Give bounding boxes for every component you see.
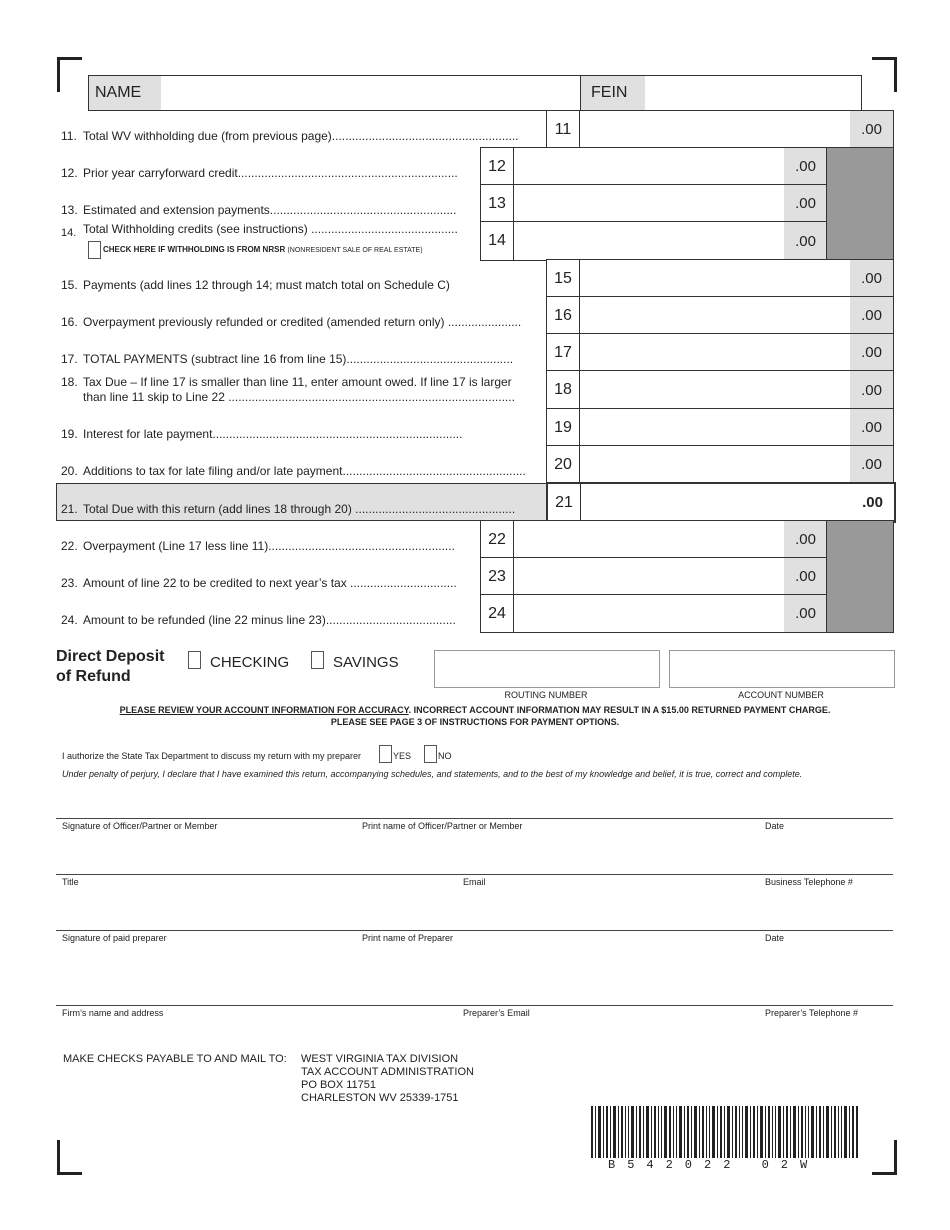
payment-options-notice: PLEASE SEE PAGE 3 OF INSTRUCTIONS FOR PAYMENT OPTIONS. xyxy=(330,717,620,727)
line-24-amount-box[interactable] xyxy=(480,594,828,633)
line-11-box-number: 11 xyxy=(547,111,580,148)
direct-deposit-title: Direct Deposit of Refund xyxy=(56,648,165,685)
line-23-box-number: 23 xyxy=(481,558,514,595)
nrsr-checkbox[interactable] xyxy=(88,241,101,259)
line-15-amount-box[interactable] xyxy=(546,259,894,298)
date-label-1: Date xyxy=(765,821,785,831)
line-19-cents: .00 xyxy=(850,409,893,446)
line-20-box-number: 20 xyxy=(547,446,580,483)
line-18-cents: .00 xyxy=(850,371,893,409)
authorize-yes-checkbox[interactable] xyxy=(379,745,392,763)
perjury-statement: Under penalty of perjury, I declare that I have examined this return, accompanying schedules, and statements, and to the best of my knowledge and belief, it is true, correct and complete. xyxy=(62,769,803,779)
line-11-cents: .00 xyxy=(850,111,893,148)
line-18-label: 18. Tax Due – If line 17 is smaller than line 11, enter amount owed. If line 17 is larger xyxy=(61,375,512,389)
name-label: NAME xyxy=(89,76,161,110)
line-18-box-number: 18 xyxy=(547,371,580,409)
officer-signature-label: Signature of Officer/Partner or Member xyxy=(62,821,218,831)
line-24-box-number: 24 xyxy=(481,595,514,632)
line-16-amount-box[interactable] xyxy=(546,296,894,335)
line-17-label: 17. TOTAL PAYMENTS (subtract line 16 from line 15).................................................. xyxy=(61,352,514,366)
line-15-label: 15. Payments (add lines 12 through 14; must match total on Schedule C) xyxy=(61,278,450,292)
routing-number-field[interactable] xyxy=(434,650,660,688)
line-12-amount-box[interactable] xyxy=(480,147,828,186)
preparer-email-label: Preparer’s Email xyxy=(463,1008,530,1018)
line-22-box-number: 22 xyxy=(481,521,514,558)
line-21-amount-box[interactable] xyxy=(546,482,896,523)
signature-line-2 xyxy=(56,874,893,875)
line-21-cents: .00 xyxy=(851,484,894,521)
preparer-print-name-label: Print name of Preparer xyxy=(362,933,454,943)
line-17-amount-box[interactable] xyxy=(546,333,894,372)
account-number-field[interactable] xyxy=(669,650,895,688)
signature-line-1 xyxy=(56,818,893,819)
line-24-label: 24. Amount to be refunded (line 22 minus line 23)....................................... xyxy=(61,613,456,627)
line-12-cents: .00 xyxy=(784,148,827,185)
line-20-amount-box[interactable] xyxy=(546,445,894,484)
line-21-label: 21. Total Due with this return (add lines 18 through 20) ................................................ xyxy=(61,502,516,516)
line-14-amount-box[interactable] xyxy=(480,221,828,261)
line-14-box-number: 14 xyxy=(481,222,514,260)
signature-line-4 xyxy=(56,1005,893,1006)
mail-to-label: MAKE CHECKS PAYABLE TO AND MAIL TO: xyxy=(63,1053,287,1065)
fein-field[interactable] xyxy=(645,76,860,110)
barcode-text: B542022 02W xyxy=(608,1158,820,1172)
authorize-preparer-text: I authorize the State Tax Department to discuss my return with my preparer xyxy=(62,751,361,761)
line-13-box-number: 13 xyxy=(481,185,514,222)
line-11-label: 11. Total WV withholding due (from previous page)........................................................ xyxy=(61,129,519,143)
line-17-cents: .00 xyxy=(850,334,893,371)
line-21-box-number: 21 xyxy=(548,484,581,521)
line-16-cents: .00 xyxy=(850,297,893,334)
email-label: Email xyxy=(463,877,486,887)
line-20-cents: .00 xyxy=(850,446,893,483)
line-14-cents: .00 xyxy=(784,222,827,260)
savings-checkbox[interactable] xyxy=(311,651,324,669)
corner-mark-bottom-left xyxy=(57,1140,82,1175)
fein-label: FEIN xyxy=(580,76,645,110)
checking-label: CHECKING xyxy=(210,654,290,671)
signature-line-3 xyxy=(56,930,893,931)
firm-name-label: Firm’s name and address xyxy=(62,1008,164,1018)
checking-checkbox[interactable] xyxy=(188,651,201,669)
line-17-box-number: 17 xyxy=(547,334,580,371)
authorize-yes-label: YES xyxy=(393,751,412,761)
line-22-label: 22. Overpayment (Line 17 less line 11)........................................................ xyxy=(61,539,455,553)
corner-mark-top-right xyxy=(872,57,897,92)
line-15-box-number: 15 xyxy=(547,260,580,297)
authorize-no-checkbox[interactable] xyxy=(424,745,437,763)
account-number-label: ACCOUNT NUMBER xyxy=(738,690,824,700)
corner-mark-top-left xyxy=(57,57,82,92)
line-23-amount-box[interactable] xyxy=(480,557,828,596)
officer-print-name-label: Print name of Officer/Partner or Member xyxy=(362,821,523,831)
authorize-no-label: NO xyxy=(438,751,452,761)
line-19-box-number: 19 xyxy=(547,409,580,446)
line-23-cents: .00 xyxy=(784,558,827,595)
line-15-cents: .00 xyxy=(850,260,893,297)
shaded-column-12-14 xyxy=(826,147,894,260)
barcode xyxy=(591,1106,858,1158)
line-22-cents: .00 xyxy=(784,521,827,558)
corner-mark-bottom-right xyxy=(872,1140,897,1175)
nrsr-check-label: CHECK HERE IF WITHHOLDING IS FROM NRSR (NONRESIDENT SALE OF REAL ESTATE) xyxy=(103,245,423,254)
routing-number-label: ROUTING NUMBER xyxy=(504,690,588,700)
line-14-num: 14. xyxy=(61,227,77,239)
line-20-label: 20. Additions to tax for late filing and/or late payment....................................................... xyxy=(61,464,526,478)
line-19-label: 19. Interest for late payment........................................................................... xyxy=(61,427,463,441)
preparer-phone-label: Preparer’s Telephone # xyxy=(765,1008,859,1018)
line-14-label: Total Withholding credits (see instructions) ............................................ xyxy=(83,222,458,236)
line-11-amount-box[interactable] xyxy=(546,110,894,149)
shaded-column-22-24 xyxy=(826,520,894,633)
account-accuracy-notice: PLEASE REVIEW YOUR ACCOUNT INFORMATION FOR ACCURACY. INCORRECT ACCOUNT INFORMATION MAY RESULT IN A $15.00 RETURNED PAYMENT CHARGE. xyxy=(119,705,831,715)
line-18-label-cont: than line 11 skip to Line 22 ...................................................................................... xyxy=(83,390,515,404)
name-field[interactable] xyxy=(161,76,579,110)
line-22-amount-box[interactable] xyxy=(480,520,828,559)
line-16-label: 16. Overpayment previously refunded or credited (amended return only) ...................... xyxy=(61,315,522,329)
title-label: Title xyxy=(62,877,79,887)
line-13-amount-box[interactable] xyxy=(480,184,828,223)
mail-address: WEST VIRGINIA TAX DIVISION TAX ACCOUNT ADMINISTRATION PO BOX 11751 CHARLESTON WV 25339-1751 xyxy=(301,1053,474,1104)
savings-label: SAVINGS xyxy=(333,654,399,671)
business-phone-label: Business Telephone # xyxy=(765,877,853,887)
line-16-box-number: 16 xyxy=(547,297,580,334)
line-13-label: 13. Estimated and extension payments........................................................ xyxy=(61,203,457,217)
date-label-2: Date xyxy=(765,933,785,943)
line-13-cents: .00 xyxy=(784,185,827,222)
line-12-label: 12. Prior year carryforward credit.................................................................. xyxy=(61,166,458,180)
line-18-amount-box[interactable] xyxy=(546,370,894,410)
line-19-amount-box[interactable] xyxy=(546,408,894,447)
name-fein-row xyxy=(88,75,862,111)
line-23-label: 23. Amount of line 22 to be credited to next year’s tax ................................ xyxy=(61,576,457,590)
preparer-signature-label: Signature of paid preparer xyxy=(62,933,167,943)
line-24-cents: .00 xyxy=(784,595,827,632)
line-12-box-number: 12 xyxy=(481,148,514,185)
